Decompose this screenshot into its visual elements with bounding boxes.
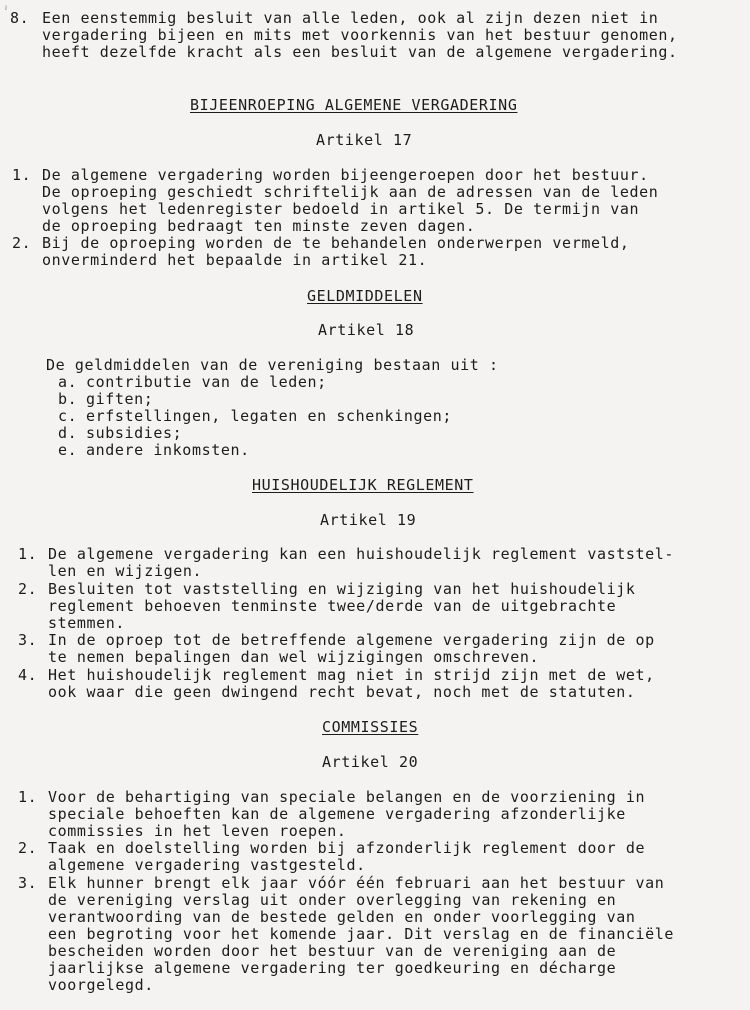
- item-number: 3.: [18, 631, 38, 649]
- item-number: 1.: [18, 788, 38, 806]
- text-line: Voor de behartiging van speciale belangen en de voorziening in: [48, 788, 646, 806]
- text-line: len en wijzigen.: [48, 562, 203, 580]
- text-line: volgens het ledenregister bedoeld in artikel 5. De termijn van: [42, 200, 640, 218]
- text-line: te nemen bepalingen dan wel wijzigingen omschreven.: [48, 648, 540, 666]
- text-line: Taak en doelstelling worden bij afzonderlijk reglement door de: [48, 839, 646, 857]
- item-number: 8.: [10, 9, 30, 27]
- text-line: De algemene vergadering kan een huishoudelijk reglement vaststel-: [48, 545, 674, 563]
- text-line: reglement behoeven tenminste twee/derde van de uitgebrachte: [48, 597, 617, 615]
- item-number: 3.: [18, 874, 38, 892]
- text-line: onverminderd het bepaalde in artikel 21.: [42, 251, 428, 269]
- text-line: Elk hunner brengt elk jaar vóór één februari aan het bestuur van: [48, 874, 665, 892]
- item-number: 2.: [18, 580, 38, 598]
- text-line: De algemene vergadering worden bijeengeroepen door het bestuur.: [42, 166, 649, 184]
- list-item: giften;: [86, 390, 154, 408]
- text-line: heeft dezelfde kracht als een besluit van de algemene vergadering.: [42, 43, 678, 61]
- item-number: 1.: [12, 166, 32, 184]
- section-heading: COMMISSIES: [322, 718, 419, 736]
- artikel-title: Artikel 17: [316, 131, 413, 149]
- text-line: speciale behoeften kan de algemene vergadering afzonderlijke: [48, 805, 626, 823]
- intro-line: De geldmiddelen van de vereniging bestaan uit :: [46, 356, 499, 374]
- text-line: bescheiden worden door het bestuur van de vereniging aan de: [48, 942, 617, 960]
- text-line: Bij de oproeping worden de te behandelen onderwerpen vermeld,: [42, 234, 630, 252]
- list-letter: d.: [58, 424, 78, 442]
- item-number: 1.: [18, 545, 38, 563]
- text-line: een begroting voor het komende jaar. Dit verslag en de financiële: [48, 925, 674, 943]
- text-line: De oproeping geschiedt schriftelijk aan de adressen van de leden: [42, 183, 659, 201]
- text-line: commissies in het leven roepen.: [48, 822, 347, 840]
- section-heading: HUISHOUDELIJK REGLEMENT: [252, 476, 474, 494]
- list-letter: c.: [58, 407, 78, 425]
- corner-mark: ⱼ: [3, 2, 9, 12]
- text-line: de oproeping bedraagt ten minste zeven dagen.: [42, 217, 476, 235]
- text-line: algemene vergadering vastgesteld.: [48, 856, 366, 874]
- artikel-title: Artikel 19: [320, 511, 417, 529]
- text-line: Het huishoudelijk reglement mag niet in strijd zijn met de wet,: [48, 666, 655, 684]
- text-line: de vereniging verslag uit onder overlegging van rekening en: [48, 891, 617, 909]
- text-line: ook waar die geen dwingend recht bevat, noch met de statuten.: [48, 683, 636, 701]
- section-heading: BIJEENROEPING ALGEMENE VERGADERING: [190, 96, 518, 114]
- text-line: verantwoording van de bestede gelden en onder voorlegging van: [48, 908, 636, 926]
- list-letter: a.: [58, 373, 78, 391]
- item-number: 4.: [18, 666, 38, 684]
- text-line: Besluiten tot vaststelling en wijziging van het huishoudelijk: [48, 580, 636, 598]
- list-item: erfstellingen, legaten en schenkingen;: [86, 407, 452, 425]
- list-item: subsidies;: [86, 424, 183, 442]
- list-letter: e.: [58, 441, 78, 459]
- list-item: contributie van de leden;: [86, 373, 327, 391]
- text-line: jaarlijkse algemene vergadering ter goedkeuring en décharge: [48, 959, 617, 977]
- text-line: voorgelegd.: [48, 976, 154, 994]
- artikel-title: Artikel 20: [322, 753, 419, 771]
- text-line: Een eenstemmig besluit van alle leden, ook al zijn dezen niet in: [42, 9, 659, 27]
- section-heading: GELDMIDDELEN: [307, 287, 423, 305]
- text-line: stemmen.: [48, 614, 126, 632]
- item-number: 2.: [12, 234, 32, 252]
- item-number: 2.: [18, 839, 38, 857]
- artikel-title: Artikel 18: [318, 321, 415, 339]
- list-item: andere inkomsten.: [86, 441, 250, 459]
- list-letter: b.: [58, 390, 78, 408]
- text-line: vergadering bijeen en mits met voorkennis van het bestuur genomen,: [42, 26, 678, 44]
- text-line: In de oproep tot de betreffende algemene vergadering zijn de op: [48, 631, 655, 649]
